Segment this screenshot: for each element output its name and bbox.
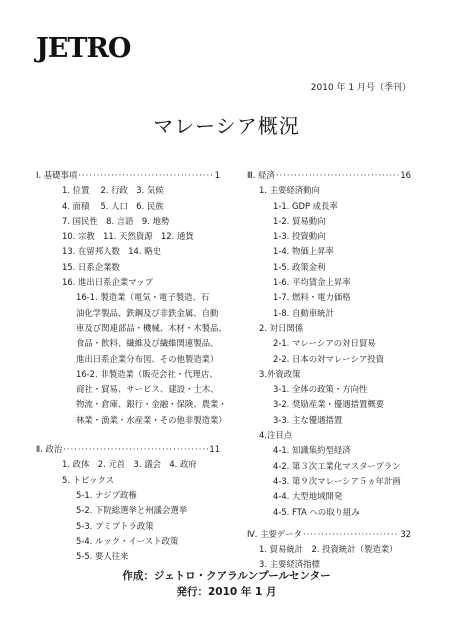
toc-subitem: 1-5. 政策金利: [273, 261, 326, 272]
toc-subitem: 2-2. 日本の対マレーシア投資: [273, 353, 384, 364]
toc-subitem: 1-6. 平均賃金上昇率: [273, 277, 351, 288]
toc-item: 10. 宗教 11. 天然資源 12. 通貨: [62, 231, 194, 242]
dot-leader: [63, 442, 208, 457]
toc-subitem: 油化学製品、鉄鋼及び非鉄金属、自動: [76, 307, 219, 318]
economy-items: [247, 183, 411, 520]
toc-subitem: 4-3. 第９次マレーシア５ヵ年計画: [273, 475, 401, 486]
dot-leader: [303, 527, 399, 542]
toc-subitem: 1-1. GDP 成長率: [273, 200, 338, 211]
toc-subitem: 食品・飲料、繊維及び繊維関連製品、: [76, 338, 219, 349]
dot-leader: [78, 168, 213, 183]
toc-item: 1. 政体 2. 元首 3. 議会 4. 政府: [62, 459, 197, 470]
toc-subitem: 商社・貿易、サービス、建設・土木、: [76, 384, 219, 395]
toc-subitem: 3-2. 奨励産業・優遇措置概要: [273, 399, 385, 410]
toc-subitem: 物流・倉庫、銀行・金融・保険、農業・: [76, 399, 227, 410]
toc-subitem: 4-2. 第３次工業化マスタープラン: [273, 460, 401, 471]
toc-subitem: 16-2. 非製造業（販売会社・代理店、: [76, 368, 218, 379]
toc-subitem: 1-3. 投資動向: [273, 231, 326, 242]
toc-item: 1. 主要経済動向: [259, 185, 320, 196]
section-label: Ⅱ. 政治: [36, 444, 63, 455]
toc-subitem: 1-8. 自動車統計: [273, 307, 334, 318]
toc-subitem: 5-1. ナジブ政権: [76, 489, 137, 500]
toc-item: 7. 国民性 8. 言語 9. 地勢: [62, 215, 170, 226]
toc-item: 1. 貿易統計 2. 投資統計（製造業）: [259, 544, 398, 555]
document-footer: [0, 568, 453, 600]
toc-subitem: 1-2. 貿易動向: [273, 215, 326, 226]
section-label: Ⅲ. 経済: [247, 170, 275, 180]
document-title: マレーシア概況: [153, 114, 300, 138]
toc-subitem: 1-7. 燃料・電力価格: [273, 292, 351, 303]
dot-leader: [276, 168, 399, 183]
toc-item: 3.外資政策: [259, 368, 301, 379]
publication-date: 発行：2010 年 1 月: [176, 586, 277, 598]
toc-section-economy: [247, 168, 411, 183]
toc-section-data: [247, 527, 411, 542]
toc-subitem: 5-3. プミプトラ政策: [76, 520, 154, 531]
toc-subitem: 5-5. 要人往来: [76, 551, 129, 562]
section-page: 11: [209, 444, 220, 455]
toc-subitem: 3-3. 主な優遇措置: [273, 414, 343, 425]
toc-subitem: 林業・漁業・水産業・その他非製造業）: [76, 414, 227, 425]
toc-item: 1. 位置 2. 行政 3. 気候: [62, 185, 164, 196]
toc-subitem: 16-1. 製造業（電気・電子製造、石: [76, 292, 210, 303]
toc-subitem: 1-4. 物価上昇率: [273, 246, 334, 257]
toc-item: 5. トピックス: [62, 474, 115, 485]
toc-item: 16. 進出日系企業マップ: [62, 277, 154, 288]
toc-subitem: 3-1. 全体の政策・方向性: [273, 384, 368, 395]
publisher-line: 作成：ジェトロ・クアラルンプールセンター: [122, 570, 331, 582]
toc-subitem: 4-5. FTA への取り組み: [273, 506, 360, 517]
issue-date: 2010 年 1 月号（季刊）: [310, 83, 411, 93]
toc-section-politics: [36, 442, 220, 457]
toc-item: 4. 面積 5. 人口 6. 民族: [62, 200, 164, 211]
toc-subitem: 車及び関連部品・機械、木材・木製品、: [76, 322, 227, 333]
toc-item: 3. 主要経済指標: [259, 559, 320, 570]
toc-item: 4.注目点: [259, 430, 293, 441]
toc-subitem: 2-1. マレーシアの対日貿易: [273, 338, 376, 349]
toc-subitem: 進出日系企業分布図、その他製造業）: [76, 353, 219, 364]
toc-item: 15. 日系企業数: [62, 261, 120, 272]
toc-right-column: [247, 168, 411, 573]
toc-subitem: 4-1. 知識集約型経済: [273, 445, 351, 456]
toc-item: 13. 在留邦人数 14. 略史: [62, 246, 161, 257]
toc-subitem: 5-2. 下院総選挙と州議会選挙: [76, 505, 188, 516]
toc-item: 2. 対日関係: [259, 322, 304, 333]
toc-section-basic: [36, 168, 220, 183]
toc-subitem: 4-4. 大型地域開発: [273, 491, 343, 502]
section-page: 16: [400, 170, 411, 180]
section-label: Ⅰ. 基礎事項: [36, 170, 78, 180]
toc-left-column: [36, 168, 227, 564]
jetro-logo: JETRO: [36, 33, 131, 64]
section-page: 1: [214, 170, 220, 180]
section-page: 32: [400, 528, 411, 539]
section-label: Ⅳ. 主要データ: [247, 528, 302, 539]
toc-subitem: 5-4. ルック・イースト政策: [76, 535, 179, 546]
